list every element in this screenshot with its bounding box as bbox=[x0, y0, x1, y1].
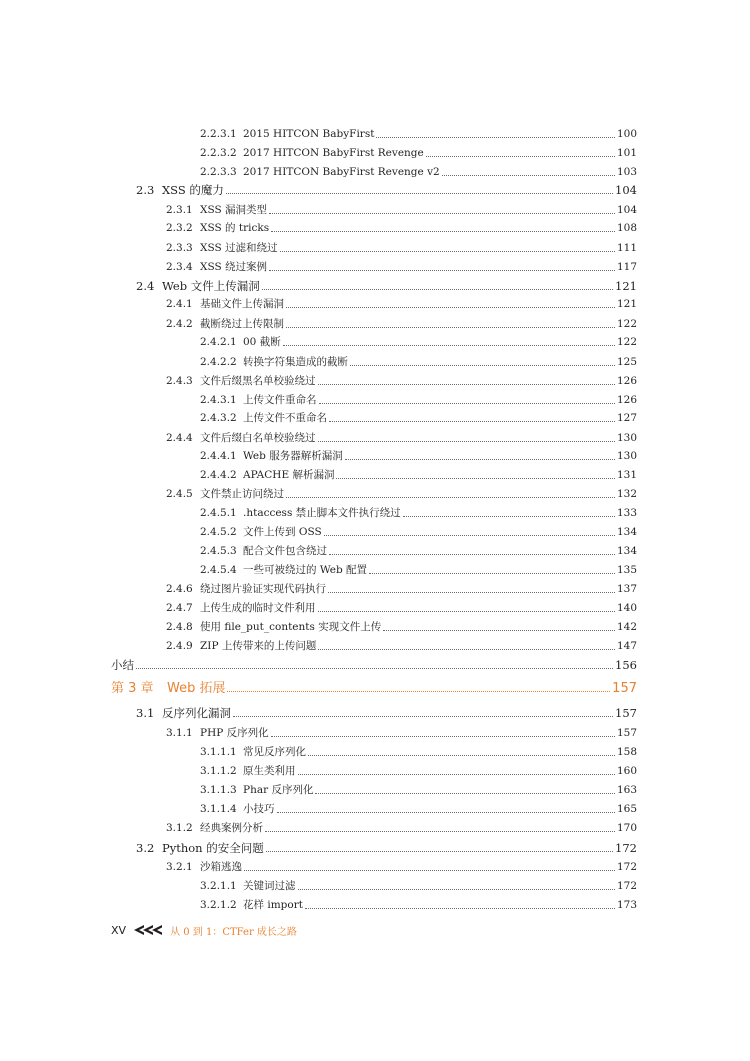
toc-entry-number: 2.3 bbox=[136, 183, 155, 197]
toc-entry-page: 172 bbox=[616, 861, 637, 873]
page-number: XV bbox=[111, 923, 127, 937]
toc-entry-title: 上传文件重命名 bbox=[243, 394, 317, 406]
toc-entry-title: XSS 的 tricks bbox=[200, 222, 270, 234]
toc-entry bbox=[136, 274, 637, 293]
toc-entry-title: 2017 HITCON BabyFirst Revenge bbox=[243, 147, 424, 159]
toc-entry bbox=[200, 122, 637, 141]
toc-entry-number: 2.2.3.3 bbox=[200, 166, 237, 178]
dot-leader bbox=[305, 908, 615, 909]
toc-entry-title: 转换字符集造成的截断 bbox=[243, 356, 348, 368]
toc-entry-title: PHP 反序列化 bbox=[200, 727, 269, 739]
toc-entry-number: 2.4.2.2 bbox=[200, 356, 237, 368]
dot-leader bbox=[269, 213, 615, 214]
toc-entry bbox=[200, 874, 637, 893]
page-footer bbox=[111, 920, 297, 940]
dot-leader bbox=[369, 573, 615, 574]
toc-entry-number: 3.1.1.4 bbox=[200, 803, 237, 815]
toc-entry bbox=[166, 198, 637, 217]
dot-leader bbox=[286, 327, 615, 328]
toc-entry-number: 2.4.5.4 bbox=[200, 564, 237, 576]
toc-entry bbox=[200, 350, 637, 369]
toc-entry bbox=[166, 482, 637, 501]
book-title: 从 0 到 1：CTFer 成长之路 bbox=[170, 926, 297, 938]
toc-entry bbox=[200, 539, 637, 558]
toc-entry bbox=[166, 634, 637, 653]
toc-entry bbox=[200, 444, 637, 463]
toc-entry-page: 157 bbox=[616, 727, 637, 739]
toc-entry bbox=[166, 292, 637, 311]
toc-entry-title: Web 服务器解析漏洞 bbox=[243, 450, 343, 462]
dot-leader bbox=[328, 592, 615, 593]
toc-entry-title: 花样 import bbox=[243, 899, 303, 911]
toc-entry-page: 122 bbox=[616, 318, 637, 330]
toc-entry-number: 2.3.1 bbox=[166, 204, 193, 216]
toc-entry-number: 2.3.2 bbox=[166, 222, 193, 234]
toc-entry-title: 小结 bbox=[111, 658, 134, 672]
toc-entry-title: XSS 绕过案例 bbox=[200, 261, 268, 273]
toc-entry bbox=[200, 160, 637, 179]
toc-entry-page: 147 bbox=[616, 640, 637, 652]
dot-leader bbox=[283, 345, 615, 346]
toc-entry bbox=[200, 797, 637, 816]
toc-entry bbox=[166, 312, 637, 331]
toc-entry-page: 117 bbox=[616, 261, 637, 273]
toc-entry-title: 绕过图片验证实现代码执行 bbox=[200, 583, 326, 595]
toc-entry-page: 137 bbox=[616, 583, 637, 595]
toc-entry-number: 2.4.4.1 bbox=[200, 450, 237, 462]
toc-entry bbox=[200, 740, 637, 759]
toc-entry bbox=[166, 426, 637, 445]
toc-entry-page: 157 bbox=[615, 706, 637, 720]
dot-leader bbox=[269, 270, 615, 271]
toc-entry-page: 126 bbox=[616, 375, 637, 387]
dot-leader bbox=[286, 307, 615, 308]
toc-entry-title: Phar 反序列化 bbox=[243, 784, 314, 796]
toc-entry-number: 2.4.5.3 bbox=[200, 545, 237, 557]
toc-entry-number: 3.1.1.3 bbox=[200, 784, 237, 796]
toc-entry-number: 2.4.7 bbox=[166, 602, 193, 614]
dot-leader bbox=[403, 516, 615, 517]
toc-entry-title: 截断绕过上传限制 bbox=[200, 318, 284, 330]
toc-entry-page: 172 bbox=[615, 841, 637, 855]
toc-entry-title: 沙箱逃逸 bbox=[200, 861, 242, 873]
toc-entry-number: 2.3.3 bbox=[166, 242, 193, 254]
toc-entry-page: 165 bbox=[616, 803, 637, 815]
toc-entry bbox=[200, 558, 637, 577]
toc-entry bbox=[200, 463, 637, 482]
toc-entry-title: 2017 HITCON BabyFirst Revenge v2 bbox=[243, 166, 440, 178]
toc-entry-page: 127 bbox=[616, 412, 637, 424]
dot-leader bbox=[383, 630, 615, 631]
toc-entry-title: Web 文件上传漏洞 bbox=[162, 279, 260, 293]
toc-entry bbox=[166, 721, 637, 740]
toc-entry-number: 3.2.1.1 bbox=[200, 880, 237, 892]
dot-leader bbox=[318, 441, 615, 442]
toc-entry-title: 常见反序列化 bbox=[243, 746, 306, 758]
dot-leader bbox=[298, 774, 615, 775]
toc-entry-page: 142 bbox=[616, 621, 637, 633]
toc-entry bbox=[200, 759, 637, 778]
dot-leader bbox=[426, 156, 615, 157]
toc-entry-number: 2.4.2.1 bbox=[200, 336, 237, 348]
toc-entry-page: 103 bbox=[616, 166, 637, 178]
toc-entry-title: 配合文件包含绕过 bbox=[243, 545, 327, 557]
toc-entry-page: 100 bbox=[616, 128, 637, 140]
toc-entry-page: 104 bbox=[616, 204, 637, 216]
toc-entry-number: 3.2.1.2 bbox=[200, 899, 237, 911]
toc-entry bbox=[166, 615, 637, 634]
toc-entry-title: XSS 漏洞类型 bbox=[200, 204, 268, 216]
toc-entry bbox=[200, 141, 637, 160]
toc-entry-title: 基础文件上传漏洞 bbox=[200, 298, 284, 310]
toc-entry bbox=[166, 369, 637, 388]
toc-entry-page: 134 bbox=[616, 526, 637, 538]
toc-entry-title: 关键词过滤 bbox=[243, 880, 296, 892]
toc-entry-number: 2.4 bbox=[136, 279, 155, 293]
toc-entry-number: 2.4.9 bbox=[166, 640, 193, 652]
toc-entry-title: 经典案例分析 bbox=[200, 822, 263, 834]
toc-entry bbox=[111, 653, 637, 672]
toc-entry-number: 3.2 bbox=[136, 841, 155, 855]
toc-entry-number: 2.4.3.2 bbox=[200, 412, 237, 424]
toc-entry-number: 2.4.5 bbox=[166, 488, 193, 500]
dot-leader bbox=[336, 478, 614, 479]
dot-leader bbox=[277, 812, 615, 813]
toc-entry-title: 文件禁止访问绕过 bbox=[200, 488, 284, 500]
dot-leader bbox=[262, 289, 613, 290]
toc-entry-number: 3.1.2 bbox=[166, 822, 193, 834]
toc-entry-page: 156 bbox=[615, 658, 637, 672]
toc-entry-title: 00 截断 bbox=[243, 336, 281, 348]
toc-entry-page: 170 bbox=[616, 822, 637, 834]
toc-entry-title: 上传文件不重命名 bbox=[243, 412, 327, 424]
toc-entry-title: APACHE 解析漏洞 bbox=[243, 469, 335, 481]
toc-entry bbox=[200, 406, 637, 425]
toc-entry-page: 101 bbox=[616, 147, 637, 159]
toc-entry-number: 2.4.5.2 bbox=[200, 526, 237, 538]
toc-entry bbox=[136, 701, 637, 720]
toc-entry-page: 160 bbox=[616, 765, 637, 777]
toc-entry bbox=[200, 501, 637, 520]
toc-entry-page: 121 bbox=[616, 298, 637, 310]
dot-leader bbox=[329, 554, 615, 555]
toc-entry-number: 2.4.3 bbox=[166, 375, 193, 387]
dot-leader bbox=[318, 384, 615, 385]
toc-entry bbox=[166, 216, 637, 235]
toc-entry-title: 文件上传到 OSS bbox=[243, 526, 322, 538]
toc-entry-page: 125 bbox=[616, 356, 637, 368]
toc-entry-number: 2.4.3.1 bbox=[200, 394, 237, 406]
toc-entry bbox=[200, 388, 637, 407]
toc-entry-page: 157 bbox=[612, 681, 637, 696]
toc-chapter-entry bbox=[111, 676, 637, 695]
toc-entry-title: ZIP 上传带来的上传问题 bbox=[200, 640, 317, 652]
dot-leader bbox=[324, 535, 615, 536]
toc-entry-page: 158 bbox=[616, 746, 637, 758]
toc-entry-page: 133 bbox=[616, 507, 637, 519]
toc-entry-number: 2.2.3.2 bbox=[200, 147, 237, 159]
toc-entry bbox=[200, 330, 637, 349]
toc-entry-number: 3.2.1 bbox=[166, 861, 193, 873]
toc-entry-number: 2.4.4 bbox=[166, 432, 193, 444]
dot-leader bbox=[350, 365, 615, 366]
toc-entry-number: 3.1.1.1 bbox=[200, 746, 237, 758]
dot-leader bbox=[318, 649, 615, 650]
toc-entry-page: 104 bbox=[615, 183, 637, 197]
toc-entry-page: 108 bbox=[616, 222, 637, 234]
toc-entry-page: 130 bbox=[616, 450, 637, 462]
dot-leader bbox=[308, 755, 615, 756]
dot-leader bbox=[298, 889, 615, 890]
toc-entry bbox=[166, 816, 637, 835]
dot-leader bbox=[244, 870, 615, 871]
dot-leader bbox=[271, 231, 615, 232]
toc-entry-title: 文件后缀白名单校验绕过 bbox=[200, 432, 316, 444]
dot-leader bbox=[315, 793, 615, 794]
toc-entry bbox=[200, 778, 637, 797]
toc-entry-number: 2.4.5.1 bbox=[200, 507, 237, 519]
toc-entry-number: 2.4.1 bbox=[166, 298, 193, 310]
toc-entry bbox=[166, 236, 637, 255]
toc-entry bbox=[166, 596, 637, 615]
toc-entry-title: 上传生成的临时文件利用 bbox=[200, 602, 316, 614]
toc-entry bbox=[166, 255, 637, 274]
dot-leader bbox=[265, 831, 615, 832]
toc-entry-title: 文件后缀黑名单校验绕过 bbox=[200, 375, 316, 387]
toc-entry-page: 172 bbox=[616, 880, 637, 892]
toc-entry bbox=[200, 520, 637, 539]
toc-entry-number: 2.4.8 bbox=[166, 621, 193, 633]
toc-entry-title: 反序列化漏洞 bbox=[162, 706, 231, 720]
toc-entry-title: Python 的安全问题 bbox=[162, 841, 264, 855]
toc-entry bbox=[200, 893, 637, 912]
toc-entry-page: 132 bbox=[616, 488, 637, 500]
dot-leader bbox=[226, 193, 613, 194]
toc-entry bbox=[166, 855, 637, 874]
toc-entry-page: 126 bbox=[616, 394, 637, 406]
toc-entry-page: 122 bbox=[616, 336, 637, 348]
toc-entry-number: 2.4.6 bbox=[166, 583, 193, 595]
dot-leader bbox=[271, 736, 615, 737]
dot-leader bbox=[286, 497, 615, 498]
toc-entry-number: 2.4.4.2 bbox=[200, 469, 237, 481]
toc-entry-number: 2.4.2 bbox=[166, 318, 193, 330]
toc-entry-number: 3.1.1 bbox=[166, 727, 193, 739]
toc-entry-page: 173 bbox=[616, 899, 637, 911]
dot-leader bbox=[318, 611, 615, 612]
dot-leader bbox=[319, 403, 615, 404]
toc-entry-page: 135 bbox=[616, 564, 637, 576]
toc-entry-number: 3.1 bbox=[136, 706, 155, 720]
toc-entry-page: 131 bbox=[616, 469, 637, 481]
dot-leader bbox=[442, 175, 615, 176]
toc-entry bbox=[136, 178, 637, 197]
toc-entry-title: XSS 过滤和绕过 bbox=[200, 242, 278, 254]
toc-entry-page: 140 bbox=[616, 602, 637, 614]
toc-entry-title: 原生类利用 bbox=[243, 765, 296, 777]
triple-chevron-left-icon bbox=[134, 925, 164, 935]
dot-leader bbox=[227, 691, 610, 692]
toc-entry-page: 134 bbox=[616, 545, 637, 557]
toc-entry-title: XSS 的魔力 bbox=[162, 183, 224, 197]
dot-leader bbox=[280, 251, 615, 252]
dot-leader bbox=[136, 668, 613, 669]
dot-leader bbox=[329, 421, 615, 422]
toc-entry-number: 3.1.1.2 bbox=[200, 765, 237, 777]
toc-entry-title: 小技巧 bbox=[243, 803, 275, 815]
toc-entry bbox=[166, 577, 637, 596]
toc-entry-number: 第 3 章 bbox=[111, 681, 154, 696]
toc-entry bbox=[136, 836, 637, 855]
dot-leader bbox=[266, 851, 613, 852]
dot-leader bbox=[233, 716, 613, 717]
toc-entry-page: 121 bbox=[615, 279, 637, 293]
toc-entry-title: Web 拓展 bbox=[167, 681, 226, 696]
toc-entry-title: 2015 HITCON BabyFirst bbox=[243, 128, 375, 140]
toc-entry-number: 2.3.4 bbox=[166, 261, 193, 273]
toc-entry-number: 2.2.3.1 bbox=[200, 128, 237, 140]
toc-entry-title: .htaccess 禁止脚本文件执行绕过 bbox=[243, 507, 401, 519]
toc-entry-title: 一些可被绕过的 Web 配置 bbox=[243, 564, 368, 576]
toc-entry-page: 163 bbox=[616, 784, 637, 796]
dot-leader bbox=[376, 137, 615, 138]
toc-entry-title: 使用 file_put_contents 实现文件上传 bbox=[200, 621, 382, 633]
dot-leader bbox=[345, 459, 615, 460]
toc-entry-page: 111 bbox=[616, 242, 637, 254]
toc-entry-page: 130 bbox=[616, 432, 637, 444]
